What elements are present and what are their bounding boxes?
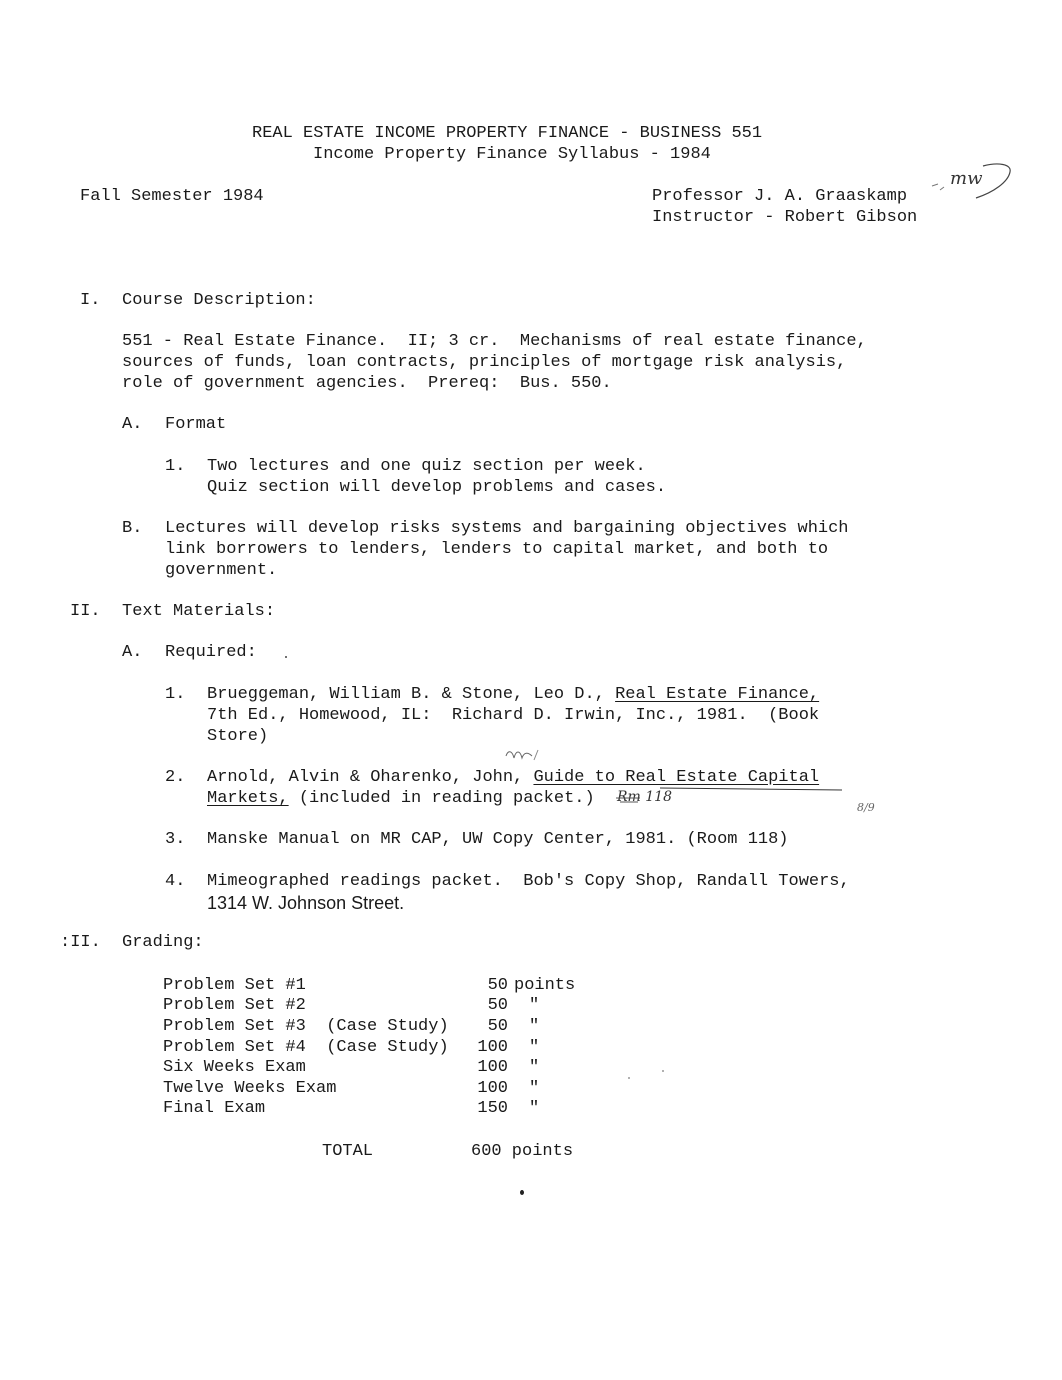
scan-speck: [662, 1070, 664, 1072]
grading-item: Problem Set #1: [163, 976, 306, 995]
lectures-line: government.: [165, 561, 278, 580]
required-heading: Required:: [165, 643, 257, 662]
grading-points: 100: [477, 1038, 508, 1057]
grading-item: Problem Set #2: [163, 996, 306, 1015]
section-1-heading: Course Description:: [122, 291, 316, 310]
handwritten-initials: mw: [950, 168, 983, 189]
handwritten-room-note: Rm 118: [617, 789, 672, 805]
grading-total-value: 600 points: [471, 1142, 574, 1161]
grading-ditto: ": [529, 1099, 540, 1118]
text-item-line: Manske Manual on MR CAP, UW Copy Center, 1981. (Room 118): [207, 830, 789, 849]
grading-ditto: ": [529, 1038, 540, 1057]
subsection-b-letter: B.: [122, 519, 143, 538]
grading-unit: points: [514, 976, 576, 995]
grading-row: [163, 1037, 583, 1058]
text-item-author: Arnold, Alvin & Oharenko, John,: [207, 768, 534, 787]
text-item-line: [207, 684, 819, 705]
text-item-number: 4.: [165, 872, 186, 891]
text-item-line: Store): [207, 727, 269, 746]
text-item-book-title: Guide to Real Estate Capital: [533, 768, 820, 787]
format-item-line: Two lectures and one quiz section per week.: [207, 457, 646, 476]
grading-item: Problem Set #4 (Case Study): [163, 1038, 449, 1057]
lectures-line: Lectures will develop risks systems and bargaining objectives which: [165, 519, 849, 538]
grading-points: 50: [487, 1017, 508, 1036]
grading-points: 100: [477, 1079, 508, 1098]
handwritten-marks: [480, 746, 860, 816]
lectures-line: link borrowers to lenders, lenders to capital market, and both to: [165, 540, 829, 559]
grading-points: 100: [477, 1058, 508, 1077]
grading-ditto: ": [529, 996, 540, 1015]
grading-points: 50: [487, 976, 508, 995]
format-heading: Format: [165, 415, 227, 434]
document-title: REAL ESTATE INCOME PROPERTY FINANCE - BUSINESS 551: [252, 124, 763, 143]
grading-item: Final Exam: [163, 1099, 266, 1118]
scan-speck: [520, 1190, 524, 1195]
text-item-number: 3.: [165, 830, 186, 849]
required-letter: A.: [122, 643, 143, 662]
section-2-numeral: II.: [70, 602, 101, 621]
scan-speck: [628, 1077, 630, 1079]
grading-row: [163, 975, 583, 996]
text-item-line: 1314 W. Johnson Street.: [207, 893, 405, 913]
text-item-number: 2.: [165, 768, 186, 787]
course-description-line: sources of funds, loan contracts, principles of mortgage risk analysis,: [122, 353, 847, 372]
grading-row: [163, 1057, 583, 1078]
grading-ditto: ": [529, 1058, 540, 1077]
grading-total-label: TOTAL: [322, 1142, 374, 1161]
grading-item: Six Weeks Exam: [163, 1058, 306, 1077]
grading-row: [163, 995, 583, 1016]
grading-ditto: ": [529, 1079, 540, 1098]
section-3-heading: Grading:: [122, 933, 204, 952]
handwritten-initials-swirl: [928, 160, 1018, 210]
grading-item: Twelve Weeks Exam: [163, 1079, 337, 1098]
grading-row: [163, 1078, 583, 1099]
grading-ditto: ": [529, 1017, 540, 1036]
text-item-note: (included in reading packet.): [288, 789, 595, 808]
text-item-line: Mimeographed readings packet. Bob's Copy Shop, Randall Towers,: [207, 872, 850, 891]
text-item-line: 7th Ed., Homewood, IL: Richard D. Irwin, Inc., 1981. (Book: [207, 706, 820, 725]
text-item-number: 1.: [165, 685, 186, 704]
grading-item: Problem Set #3 (Case Study): [163, 1017, 449, 1036]
section-3-numeral: :II.: [60, 933, 101, 952]
text-item-book-title: Real Estate Finance,: [615, 685, 820, 704]
course-description-line: role of government agencies. Prereq: Bus. 550.: [122, 374, 612, 393]
format-item-number: 1.: [165, 457, 186, 476]
grading-row: [163, 1016, 583, 1037]
course-description-line: 551 - Real Estate Finance. II; 3 cr. Mechanisms of real estate finance,: [122, 332, 867, 351]
section-2-heading: Text Materials:: [122, 602, 276, 621]
document-subtitle: Income Property Finance Syllabus - 1984: [313, 145, 711, 164]
section-1-numeral: I.: [80, 291, 101, 310]
format-item-line: Quiz section will develop problems and cases.: [207, 478, 667, 497]
text-item-book-title-cont: Markets,: [207, 789, 289, 808]
margin-note: 8/9: [857, 801, 875, 814]
instructor-name: Instructor - Robert Gibson: [652, 208, 918, 227]
subsection-a-letter: A.: [122, 415, 143, 434]
grading-row: [163, 1098, 583, 1119]
grading-points: 150: [477, 1099, 508, 1118]
professor-name: Professor J. A. Graaskamp: [652, 187, 908, 206]
scan-speck: [285, 656, 287, 658]
semester-label: Fall Semester 1984: [80, 187, 264, 206]
text-item-author: Brueggeman, William B. & Stone, Leo D.,: [207, 685, 616, 704]
grading-points: 50: [487, 996, 508, 1015]
